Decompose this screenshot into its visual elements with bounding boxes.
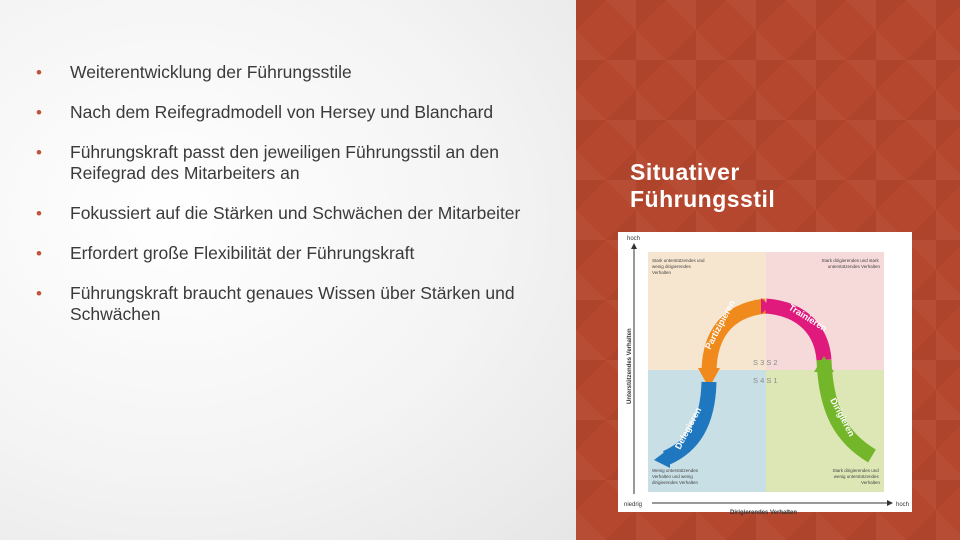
caption-line: Verhalten [860, 480, 880, 485]
style-label-top: S 3 S 2 [753, 358, 778, 367]
delegieren-label: Delegieren [672, 405, 704, 451]
caption-line: Stark dirigierendes und stark [821, 258, 879, 263]
slide-title [630, 159, 910, 213]
situational-leadership-diagram [618, 232, 912, 516]
caption-line: Verhalten [652, 270, 672, 275]
title-line: Situativer [630, 159, 740, 185]
bullet-icon: • [36, 63, 42, 82]
bullet-list [36, 62, 556, 344]
quadrant-s4-caption [652, 468, 699, 485]
y-axis-low-label: niedrig [624, 502, 643, 508]
bullet-item [36, 203, 556, 224]
caption-line: Stark unterstützendes und [652, 258, 705, 263]
bullet-icon: • [36, 204, 42, 223]
bullet-text: Erfordert große Flexibilität der Führungskraft [70, 243, 415, 263]
bullet-icon: • [36, 103, 42, 122]
title-line: Führungsstil [630, 186, 776, 212]
bullet-text: Führungskraft passt den jeweiligen Führungsstil an den Reifegrad des Mitarbeiters an [70, 142, 499, 183]
caption-line: wenig unterstützendes [833, 474, 879, 479]
y-axis-high-label: hoch [627, 236, 641, 242]
bullet-text: Führungskraft braucht genaues Wissen über Stärken und Schwächen [70, 283, 515, 324]
bullet-item [36, 142, 556, 184]
bullet-item [36, 62, 556, 83]
partizipieren-label: Partizipieren [702, 298, 738, 351]
caption-line: unterstützendes Verhalten [827, 264, 880, 269]
diagram-svg [618, 232, 912, 516]
dirigieren-label: Dirigieren [828, 396, 857, 439]
bullet-text: Weiterentwicklung der Führungsstile [70, 62, 352, 82]
x-axis-title: Dirigierendes Verhalten [730, 510, 798, 516]
trainieren-label: Trainieren [786, 302, 829, 334]
caption-line: Stark dirigierendes und [832, 468, 879, 473]
caption-line: dirigierendes Verhalten [652, 480, 699, 485]
bullet-icon: • [36, 284, 42, 303]
style-label-bottom: S 4 S 1 [753, 376, 778, 385]
x-axis-high-label: hoch [896, 502, 910, 508]
bullet-item [36, 102, 556, 123]
quadrant-s2-caption [821, 258, 880, 269]
bullet-item [36, 243, 556, 264]
caption-line: Verhalten und wenig [652, 474, 693, 479]
bullet-item [36, 283, 556, 325]
caption-line: wenig dirigierendes [652, 264, 691, 269]
caption-line: Wenig unterstützendes [652, 468, 698, 473]
bullet-icon: • [36, 244, 42, 263]
bullet-text: Fokussiert auf die Stärken und Schwächen der Mitarbeiter [70, 203, 521, 223]
bullet-icon: • [36, 143, 42, 162]
y-axis-title: Unterstützendes Verhalten [627, 328, 633, 404]
bullet-text: Nach dem Reifegradmodell von Hersey und Blanchard [70, 102, 494, 122]
